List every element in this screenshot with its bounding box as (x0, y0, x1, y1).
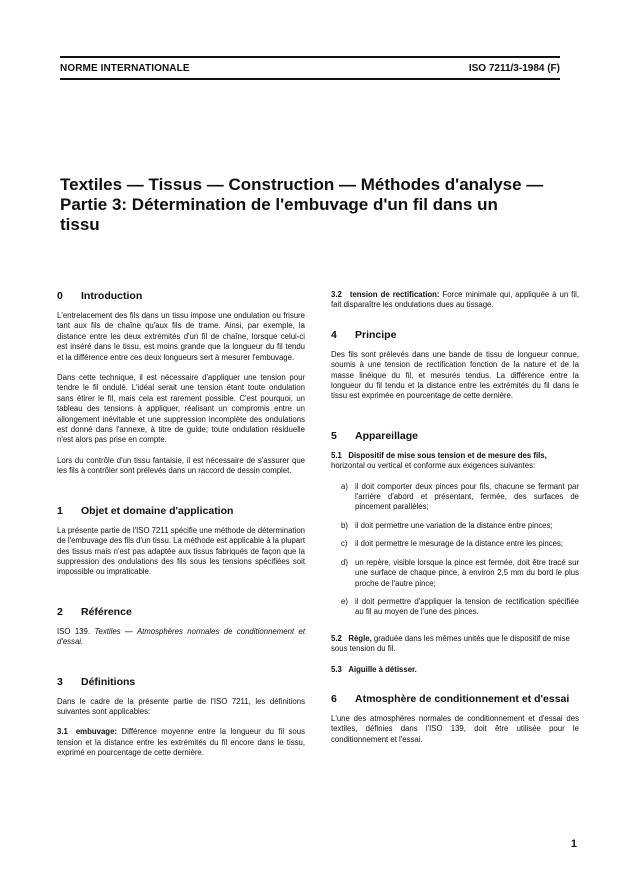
section-title: Atmosphère de conditionnement et d'essai (355, 692, 570, 705)
section-number: 0 (57, 290, 63, 302)
section-4-heading (331, 329, 579, 341)
section-number: 6 (331, 692, 337, 705)
header-bottom-rule (60, 78, 560, 80)
definition-text: Force minimale qui, appliquée à un fil, fait disparaître les ondulations dues au tissage. (331, 290, 579, 310)
list-item (341, 521, 579, 531)
subclause-5-2 (331, 634, 579, 655)
subclause-text: horizontal ou vertical et conforme aux exigences suivantes: (331, 461, 536, 471)
section-title: Référence (81, 605, 132, 618)
subclause-number: 5.3 (331, 664, 342, 674)
list-letter: e) (341, 596, 348, 606)
list-item (341, 597, 579, 618)
list-letter: b) (341, 520, 348, 530)
list-text: un repère, visible lorsque la pince est fermée, doit être tracé sur une surface de chaque pince, à environ 2,5 mm du bord le plus proche de l'autre pince; (355, 557, 579, 588)
reference-id: ISO 139. (57, 626, 91, 636)
intro-paragraph-3: Lors du contrôle d'un tissu fantaisie, il est nécessaire de s'assurer que les fils à contrôler sont prélevés dans un raccord de dessin complet. (57, 455, 305, 476)
header-standard-type: NORME INTERNATIONALE (60, 63, 190, 74)
definition-term: embuvage: (75, 727, 118, 737)
section-3-heading (57, 676, 305, 688)
section-number: 5 (331, 429, 337, 442)
subclause-number: 5.2 (331, 633, 342, 643)
principle-paragraph: Des fils sont prélevés dans une bande de tissu de longueur connue, soumis à une tension de rectification fonction de la nature et de la masse linéique du fil, et mesurés tendus. La différence entre la longueur du fil tendu et la distance entre les extrémités du fil dans le tissu est exprimée en pourcentage de cette dernière. (331, 349, 579, 401)
section-title: Appareillage (355, 429, 419, 442)
section-number: 1 (57, 504, 63, 517)
section-number: 4 (331, 328, 337, 341)
header-top-rule (60, 56, 560, 58)
section-title: Objet et domaine d'application (81, 504, 234, 517)
section-6-heading (331, 693, 579, 705)
intro-paragraph-2: Dans cette technique, il est nécessaire d'appliquer une tension pour tendre le fil ondulé. L'idéal serait une tension étant toute ondulation sans étirer le fil, mais cela est rarement possible. C'est pourquoi, un tableau des tensions à appliquer, réalisant un compromis entre un allongement inévitable et une suppression incomplète des ondulations est donné dans l'annexe, à titre de guide; toute ondulation résiduelle n'est alors pas prise en compte. (57, 373, 305, 445)
list-text: il doit permettre le mesurage de la distance entre les pinces; (355, 539, 564, 549)
definition-3-1 (57, 727, 305, 758)
header-standard-number: ISO 7211/3-1984 (F) (468, 63, 560, 74)
definition-text: Différence moyenne entre la longueur du fil sous tension et la distance entre les extrémités du fil encore dans le tissu, exprimé en pourcentage de cette dernière. (57, 727, 306, 758)
intro-paragraph-1: L'entrelacement des fils dans un tissu impose une ondulation ou frisure tant aux fils de chaîne qu'aux fils de trame. Ainsi, par exemple, la distance entre les deux extrémités d'un fil de chaîne, lorsque celui-ci est inséré dans le tissu, est moins grande que la longueur du fil tendu et la différence entre ces deux longueurs sert à mesurer l'embuvage. (57, 311, 305, 362)
subclause-title: Dispositif de mise sous tension et de mesure des fils, (348, 450, 547, 460)
reference-title: Textiles — Atmosphères normales de conditionnement et d'essai. (57, 626, 305, 647)
definition-3-2 (331, 290, 579, 311)
subclause-5-1 (331, 451, 579, 472)
scope-paragraph: La présente partie de l'ISO 7211 spécifie une méthode de détermination de l'embuvage des fils d'un tissu. La méthode est applicable à la plupart des tissus mais n'est pas adaptée aux tissus fabriqués de façon que la suppression des ondulations des fils sous les tensions spécifiées soit impossible ou impraticable. (57, 525, 305, 577)
section-number: 2 (57, 605, 63, 618)
list-text: il doit permettre d'appliquer la tension de rectification spécifiée au fil au moyen de l'une des pinces. (355, 596, 579, 617)
document-title (60, 175, 570, 235)
list-letter: d) (341, 557, 348, 567)
section-2-heading (57, 606, 305, 618)
subclause-text: graduée dans les mêmes unités que le dispositif de mise sous tension du fil. (331, 633, 570, 654)
section-5-heading (331, 430, 579, 442)
left-column (57, 290, 305, 769)
subclause-number: 5.1 (331, 450, 342, 460)
definition-term: tension de rectification: (349, 290, 440, 299)
section-title: Introduction (81, 290, 143, 302)
subclause-title: Aiguille à détisser. (348, 664, 417, 674)
definition-number: 3.1 (57, 727, 68, 737)
conditioning-paragraph: L'une des atmosphères normales de conditionnement et d'essai des textiles, définies dans l'ISO 139, doit être utilisée pour le conditionnement et l'essai. (331, 713, 579, 744)
list-text: il doit comporter deux pinces pour fils, chacune se fermant par l'arrière d'abord et présentant, fermée, des surfaces de pincement parallèles; (355, 481, 579, 512)
subclause-5-3 (331, 665, 579, 675)
title-line-3: tissu (60, 215, 100, 234)
list-letter: c) (341, 539, 348, 549)
list-item (341, 482, 579, 513)
title-line-2: Partie 3: Détermination de l'embuvage d'un fil dans un (60, 195, 498, 214)
section-title: Définitions (81, 675, 136, 688)
section-0-heading (57, 290, 305, 302)
definition-number: 3.2 (331, 290, 342, 299)
section-number: 3 (57, 675, 63, 688)
list-letter: a) (341, 481, 348, 491)
section-title: Principe (355, 328, 397, 341)
title-line-1: Textiles — Tissus — Construction — Méthodes d'analyse — (60, 175, 544, 194)
list-item (341, 558, 579, 589)
right-column (331, 290, 579, 755)
list-text: il doit permettre une variation de la distance entre pinces; (355, 520, 553, 530)
definitions-intro: Dans le cadre de la présente partie de l'ISO 7211, les définitions suivantes sont applicables: (57, 696, 305, 716)
section-1-heading (57, 505, 305, 517)
page-number: 1 (570, 838, 577, 850)
reference-paragraph (57, 627, 305, 648)
subclause-title: Règle, (348, 633, 372, 643)
list-item (341, 539, 579, 549)
